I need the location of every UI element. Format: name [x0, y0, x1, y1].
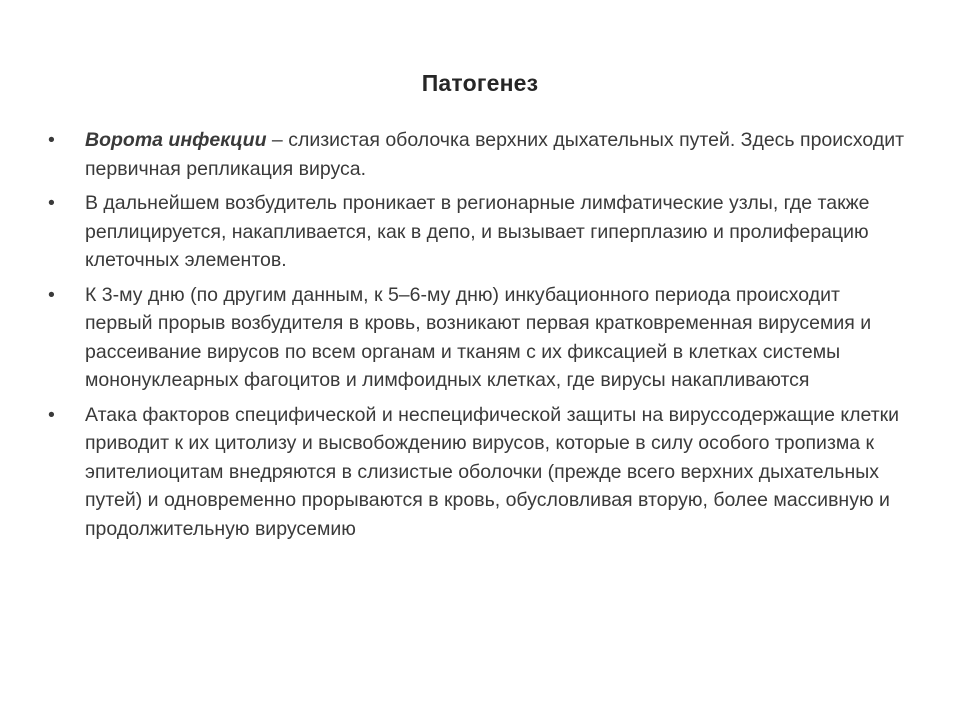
bullet-list: [48, 126, 908, 549]
bullet-text: Атака факторов специфической и неспецифической защиты на вируссодержащие клетки приводит к их цитолизу и высвобождению вирусов, которые в силу особого тропизма к эпителиоцитам внедряются в слизистые оболочки (прежде всего верхних дыхательных путей) и одновременно прорываются в кровь, обусловливая вторую, более массивную и продолжительную вирусемию: [85, 403, 900, 540]
bullet-emphasis: Ворота инфекции: [85, 129, 267, 151]
bullet-item: [48, 401, 908, 544]
bullet-dot: •: [48, 283, 55, 306]
bullet-dot: •: [48, 192, 55, 214]
bullet-item: [48, 281, 908, 395]
bullet-item: [48, 126, 908, 183]
bullet-dot: •: [48, 129, 55, 151]
bullet-text: – слизистая оболочка верхних дыхательных путей. Здесь происходит первичная репликация вируса.: [85, 129, 905, 180]
bullet-text: В дальнейшем возбудитель проникает в регионарные лимфатические узлы, где также реплицируется, накапливается, как в депо, и вызывает гиперплазию и пролиферацию клеточных элементов.: [85, 192, 870, 271]
slide-title: Патогенез: [421, 70, 539, 96]
bullet-item: [48, 189, 908, 275]
bullet-text: К 3-му дню (по другим данным, к 5–6-му дню) инкубационного периода происходит первый прорыв возбудителя в кровь, возникают первая кратковременная вирусемия и рассеивание вирусов по всем органам и тканям с их фиксацией в клетках системы мононуклеарных фагоцитов и лимфоидных клетках, где вирусы накапливаются: [85, 283, 872, 391]
bullet-dot: •: [48, 403, 55, 426]
